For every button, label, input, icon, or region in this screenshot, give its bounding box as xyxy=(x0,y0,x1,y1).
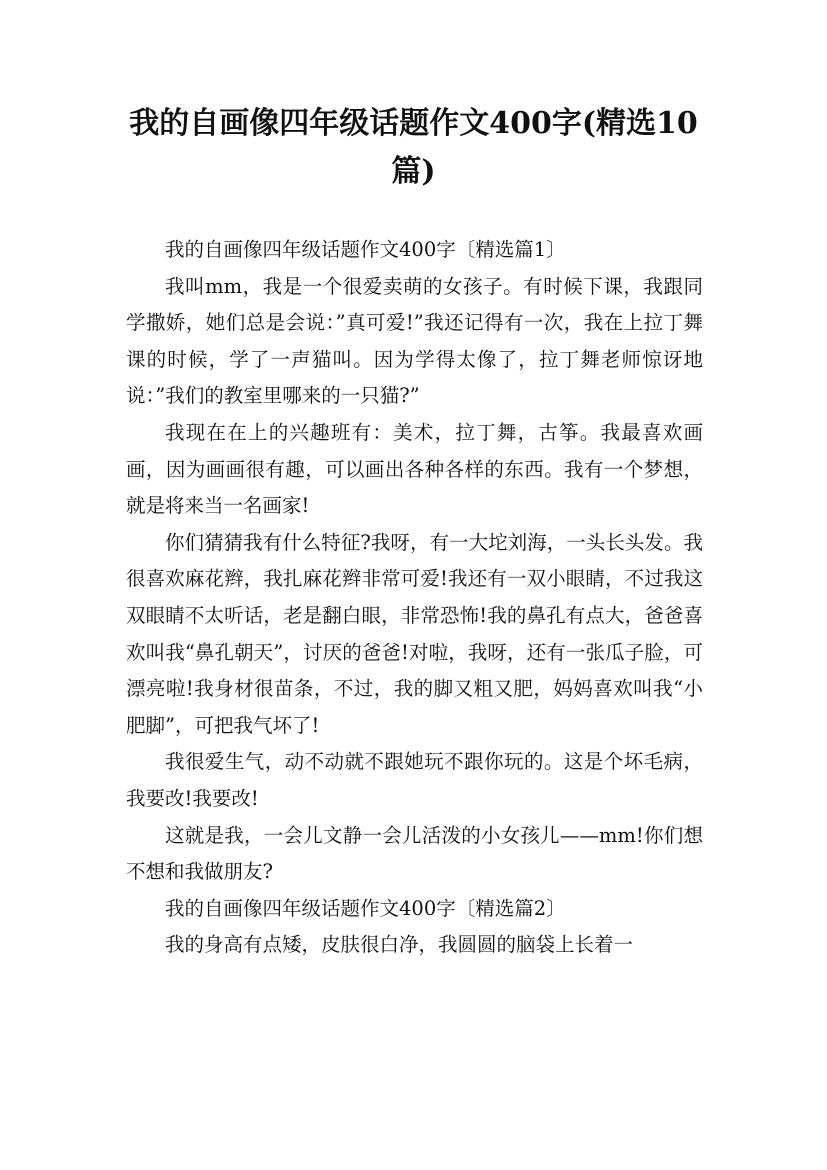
document-title: 我的自画像四年级话题作文400字(精选10篇) xyxy=(129,106,698,189)
section-heading-1: 我的自画像四年级话题作文400字〔精选篇1〕 xyxy=(165,238,566,261)
paragraph: 这就是我，一会儿文静一会儿活泼的小女孩儿——mm!你们想不想和我做朋友? xyxy=(126,823,703,884)
document-body xyxy=(126,232,703,964)
paragraph: 我的身高有点矮，皮肤很白净，我圆圆的脑袋上长着一 xyxy=(165,933,634,957)
paragraph: 我很爱生气，动不动就不跟她玩不跟你玩的。这是个坏毛病，我要改!我要改! xyxy=(126,750,703,810)
paragraph: 我叫mm，我是一个很爱卖萌的女孩子。有时候下课，我跟同学撒娇，她们总是会说：”真可爱!”我还记得有一次，我在上拉丁舞课的时候，学了一声猫叫。因为学得太像了，拉丁舞老师惊讶地说：”我们的教室里哪来的一只猫?” xyxy=(126,274,703,408)
paragraph: 我现在在上的兴趣班有：美术，拉丁舞，古筝。我最喜欢画画，因为画画很有趣，可以画出各种各样的东西。我有一个梦想，就是将来当一名画家! xyxy=(126,420,703,518)
paragraph: 你们猜猜我有什么特征?我呀，有一大坨刘海，一头长头发。我很喜欢麻花辫，我扎麻花辫非常可爱!我还有一双小眼睛，不过我这双眼睛不太听话，老是翻白眼，非常恐怖!我的鼻孔有点大，爸爸喜欢叫我“鼻孔朝天”，讨厌的爸爸!对啦，我呀，还有一张瓜子脸，可漂亮啦!我身材很苗条，不过，我的脚又粗又肥，妈妈喜欢叫我“小肥脚”，可把我气坏了! xyxy=(126,530,703,737)
section-heading-2: 我的自画像四年级话题作文400字〔精选篇2〕 xyxy=(165,896,566,920)
